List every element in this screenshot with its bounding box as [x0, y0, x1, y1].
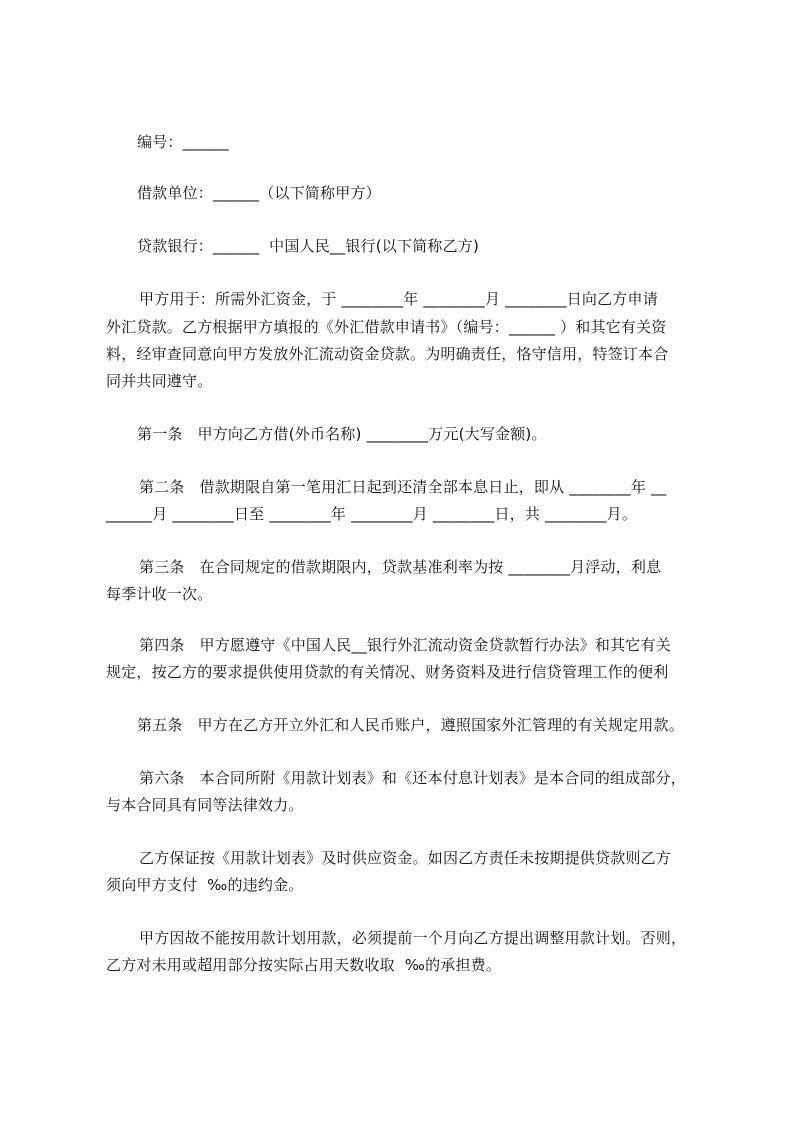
paragraph-8-line-2: 乙方对未用或超用部分按实际占用天数收取 ‰的承担费。: [106, 956, 502, 974]
paragraph-7-line-2: 须向甲方支付 ‰的违约金。: [106, 876, 304, 894]
borrower-line: 借款单位：______（以下简称甲方）: [137, 184, 381, 202]
article-4-line-1: 第四条 甲方愿遵守《中国人民__银行外汇流动资金贷款暂行办法》和其它有关: [139, 636, 671, 654]
preamble-line-2: 外汇贷款。乙方根据甲方填报的《外汇借款申请书》（编号：______ ）和其它有关资: [106, 318, 667, 336]
article-2-line-1: 第二条 借款期限自第一笔用汇日起到还清全部本息日止，即从 ________年 __: [139, 478, 667, 496]
article-6-line-1: 第六条 本合同所附《用款计划表》和《还本付息计划表》是本合同的组成部分，: [139, 769, 686, 787]
article-3-line-2: 每季计收一次。: [106, 585, 213, 603]
preamble-line-4: 同并共同遵守。: [106, 372, 213, 390]
article-3-line-1: 第三条 在合同规定的借款期限内，贷款基准利率为按 ________月浮动，利息: [139, 558, 662, 576]
lender-line: 贷款银行：______ 中国人民__银行(以下简称乙方): [137, 237, 480, 255]
paragraph-8-line-1: 甲方因故不能按用款计划用款，必须提前一个月向乙方提出调整用款计划。否则，: [139, 929, 687, 947]
article-5-line-1: 第五条 甲方在乙方开立外汇和人民币账户，遵照国家外汇管理的有关规定用款。: [137, 716, 684, 734]
article-2-line-2: ______月 ________日至 ________年 ________月 ________日，共 ________月。: [106, 505, 638, 523]
article-1-line-1: 第一条 甲方向乙方借(外币名称) ________万元(大写金额)。: [137, 425, 547, 443]
preamble-line-3: 料，经审查同意向甲方发放外汇流动资金贷款。为明确责任，恪守信用，特签订本合: [106, 345, 669, 363]
contract-number: 编号：______: [137, 133, 229, 151]
article-4-line-2: 规定，按乙方的要求提供使用贷款的有关情况、财务资料及进行信贷管理工作的便利: [106, 663, 669, 681]
article-6-line-2: 与本合同具有同等法律效力。: [106, 796, 304, 814]
paragraph-7-line-1: 乙方保证按《用款计划表》及时供应资金。如因乙方责任未按期提供贷款则乙方: [139, 849, 672, 867]
preamble-line-1: 甲方用于：所需外汇资金，于 ________年 ________月 ________日向乙方申请: [139, 290, 658, 308]
